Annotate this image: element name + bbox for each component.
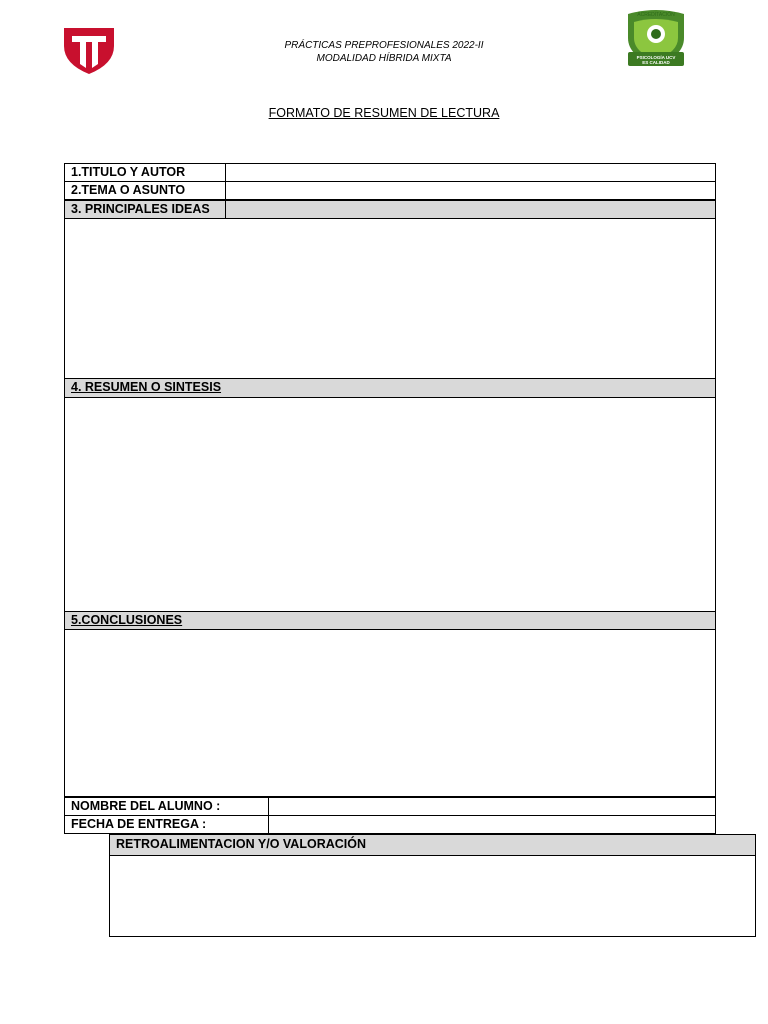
nombre-alumno-field[interactable] bbox=[268, 797, 716, 816]
retroalimentacion-label: RETROALIMENTACION Y/O VALORACIÓN bbox=[109, 834, 756, 856]
badge-banner-line1: PSICOLOGÍA UCV bbox=[636, 55, 676, 60]
header bbox=[184, 39, 584, 65]
badge-banner-line2: ES CALIDAD bbox=[642, 60, 670, 65]
resumen-area[interactable] bbox=[64, 397, 716, 612]
principales-ideas-header-fill bbox=[225, 200, 716, 219]
conclusiones-area[interactable] bbox=[64, 629, 716, 797]
fecha-entrega-label: FECHA DE ENTREGA : bbox=[64, 815, 269, 834]
university-shield-icon bbox=[62, 24, 116, 76]
fecha-entrega-field[interactable] bbox=[268, 815, 716, 834]
accreditation-badge-icon bbox=[622, 8, 690, 70]
titulo-autor-label: 1.TITULO Y AUTOR bbox=[64, 163, 226, 182]
nombre-alumno-label: NOMBRE DEL ALUMNO : bbox=[64, 797, 269, 816]
conclusiones-label: 5.CONCLUSIONES bbox=[64, 611, 716, 630]
resumen-label: 4. RESUMEN O SINTESIS bbox=[64, 378, 716, 398]
principales-ideas-label: 3. PRINCIPALES IDEAS bbox=[64, 200, 226, 219]
tema-asunto-field[interactable] bbox=[225, 181, 716, 200]
titulo-autor-field[interactable] bbox=[225, 163, 716, 182]
principales-ideas-area[interactable] bbox=[64, 218, 716, 379]
tema-asunto-label: 2.TEMA O ASUNTO bbox=[64, 181, 226, 200]
retroalimentacion-area[interactable] bbox=[109, 855, 756, 937]
badge-arc-text: ACREDITACIÓN bbox=[637, 12, 675, 18]
document-title: FORMATO DE RESUMEN DE LECTURA bbox=[268, 106, 500, 120]
header-line2: MODALIDAD HÍBRIDA MIXTA bbox=[316, 53, 452, 64]
header-line1: PRÁCTICAS PREPROFESIONALES 2022-II bbox=[284, 40, 484, 51]
